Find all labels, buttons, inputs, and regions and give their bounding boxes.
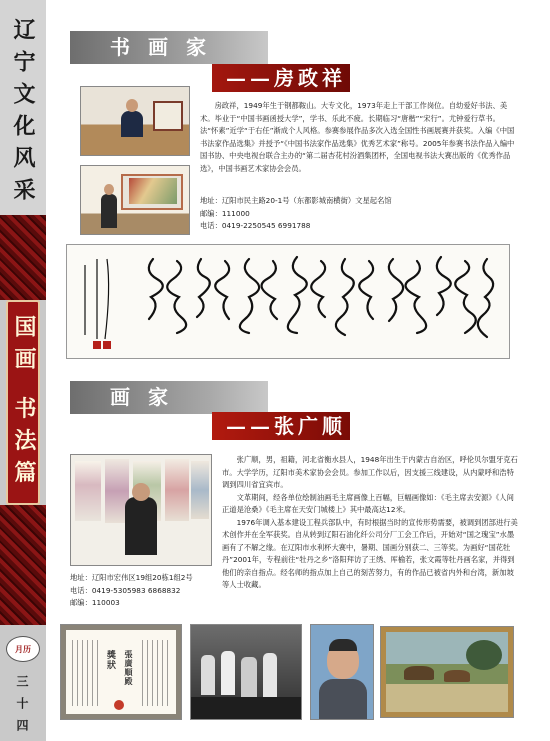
artist1-name: ——房政祥 (212, 64, 350, 92)
page-number: 三十四 (15, 675, 29, 741)
artist1-phone: 电话：0419-2250545 6991788 (200, 221, 311, 230)
group-photo (190, 624, 302, 720)
artist1-address: 地址：辽阳市民主路20-1号（东都影城南横街）文星起名馆 (200, 196, 392, 205)
artist1-photo-desk (80, 86, 190, 156)
artist1-photo-exhibit (80, 165, 190, 235)
pattern-band-top (0, 215, 46, 300)
calligraphy-strokes (67, 245, 511, 360)
magazine-column-title: 辽宁文化风采 (10, 18, 36, 210)
portrait-painting (310, 624, 374, 720)
artist1-contact (200, 195, 518, 233)
artist1-postcode: 邮编：111000 (200, 208, 250, 218)
calligraphy-artwork (66, 244, 510, 359)
artist2-header: 画家 (70, 381, 268, 414)
calendar-logo: 月历 (6, 636, 40, 662)
artist2-bio-para2: 文革期间，经各单位绘制油画毛主席画像上百幅，巨幅画像如：《毛主席去安源》《人间正道是沧桑》《毛主席在天安门城楼上》其中最高达12米。 (222, 492, 514, 514)
artist2-bio-para3: 1976年调入基本建设工程兵部队中，有时根据当时的宣传形势需要，被调到团部进行美术创作并在全军获奖。自从转到辽阳石油化纤公司分厂工会工作后，开始对“国之瑰宝”水墨画有了不解之缘。在辽阳市水利杯大赛中，暑期、国画分别获二、三等奖。为画好“国花牡丹”2001年，专程前往“牡丹之乡”洛阳拜访了王绣、厍榆若，张文霞等牡丹画名家，并得到他们的亲自指点。经名师的指点加上自己的刻苦努力，有的作品已被省内外和台湾，新加坡等人士收藏。 (222, 517, 518, 589)
certificate-image (60, 624, 182, 720)
certificate-title: 獎狀 (105, 650, 115, 670)
certificate-name: 張廣順殿 (124, 650, 134, 686)
artist2-bio (222, 454, 518, 592)
artist2-bio-para1: 张广顺，男，祖籍，河北省衡水县人，1948年出生于内蒙古自治区，呼伦贝尔盟牙克石市。大学学历，辽阳市美术家协会会员。参加工作以后，因支援三线建设，从内蒙呼和浩特调到四川省宜宾市。 (222, 455, 518, 489)
artist1-header: 书画家 (70, 31, 268, 64)
artist2-contact (70, 572, 220, 610)
artist2-name: ——张广顺 (212, 412, 350, 440)
artist1-bio (200, 100, 518, 175)
artist2-address: 地址：辽阳市宏伟区19组20栋1组2号 (70, 573, 193, 582)
pattern-band-bottom (0, 505, 46, 625)
landscape-painting (380, 626, 514, 718)
artist2-photo-studio (70, 454, 212, 566)
section-title: 国画 书法篇 (11, 315, 37, 493)
artist2-phone: 电话：0419-5305983 6868832 (70, 585, 181, 595)
artist1-bio-text: 房政祥，1949年生于钢都鞍山。大专文化，1973年走上干部工作岗位。自幼爱好书法、美术。毕业于“中国书画函授大学”，学书、乐此不疲。长期临习“唐楷”“宋行”。尤钟爱行草书。法“怀素”近学“于右任”渐成个人风格。参赛参展作品多次入选全国性书画展赛并获奖。入编《中国书法家作品选集》并授予“《中国书法家作品选集》优秀艺术家”称号。2005年参赛书法作品入编中国书协、中央电视台联合主办的“第二届杏花村汾酒集团杯，全国电视书法大赛出版的《优秀作品选》，中国书画艺术家协会会员。 (200, 101, 515, 173)
artist2-postcode: 邮编：110003 (70, 598, 120, 607)
